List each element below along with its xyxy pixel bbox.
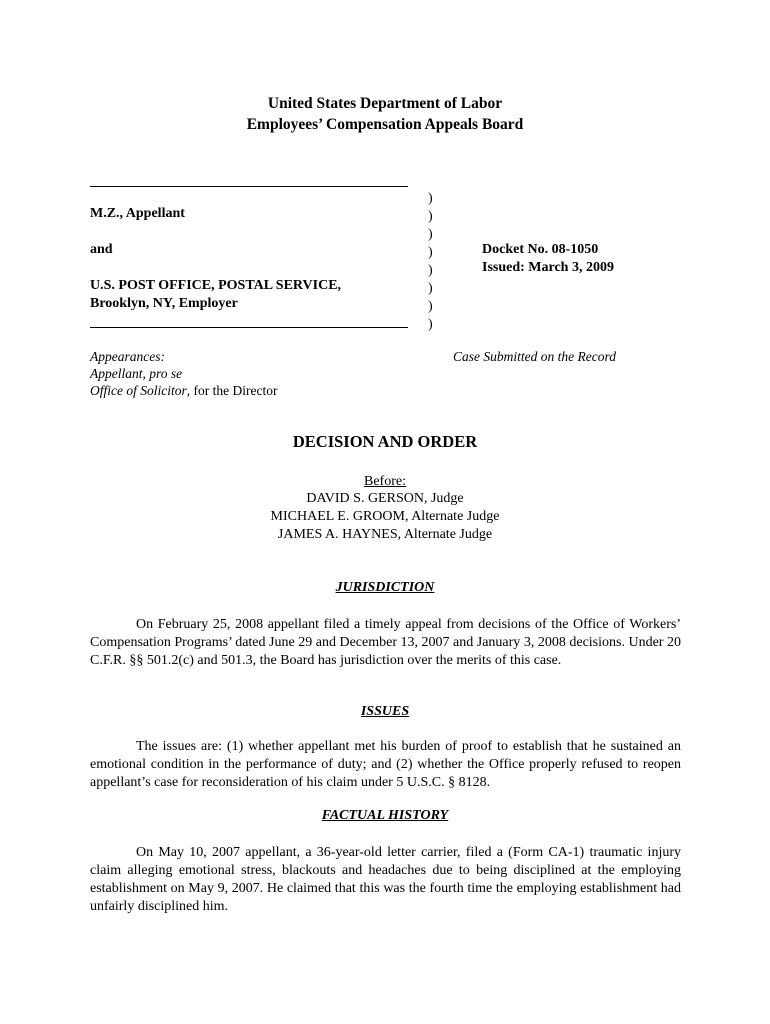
factual-history-paragraph (90, 844, 681, 916)
employer-line-1: U.S. POST OFFICE, POSTAL SERVICE, (90, 278, 342, 293)
and-conjunction: and (90, 242, 113, 257)
decision-title: DECISION AND ORDER (292, 432, 478, 451)
factual-history-text: On May 10, 2007 appellant, a 36-year-old letter carrier, filed a (Form CA-1) traumatic injury claim alleging emotional stress, blackouts and headaches due to being disciplined at the employing establishment on May 9, 2007. He claimed that this was the fourth time the employing establishment had unfairly disciplined him. (90, 845, 681, 914)
board-title: Employees’ Compensation Appeals Board (246, 116, 524, 133)
paren: ) (428, 245, 433, 260)
paren: ) (428, 227, 433, 242)
jurisdiction-heading: JURISDICTION (335, 580, 435, 595)
appearances-label: Appearances: (90, 349, 165, 364)
jurisdiction-paragraph (90, 616, 681, 670)
solicitor-office: Office of Solicitor (90, 383, 187, 398)
paren: ) (428, 263, 433, 278)
caption-top-rule (90, 186, 408, 187)
caption-bottom-rule (90, 327, 408, 328)
paren: ) (428, 317, 433, 332)
docket-number: Docket No. 08-1050 (482, 242, 599, 257)
solicitor-line (90, 383, 277, 399)
solicitor-role: , for the Director (186, 383, 278, 398)
appellant-name: M.Z., Appellant (90, 206, 185, 221)
agency-title: United States Department of Labor (267, 95, 503, 112)
before-label: Before: (364, 474, 406, 489)
appellant-pro-se: Appellant, pro se (90, 366, 183, 381)
issues-text: The issues are: (1) whether appellant met his burden of proof to establish that he sustained an emotional condition in the performance of duty; and (2) whether the Office properly refused to reopen appellant’s case for reconsideration of his claim under 5 U.S.C. § 8128. (90, 739, 681, 790)
issued-date: Issued: March 3, 2009 (482, 260, 614, 275)
jurisdiction-text: On February 25, 2008 appellant filed a timely appeal from decisions of the Office of Workers’ Compensation Programs’ dated June 29 and December 13, 2007 and January 3, 2008 decisions. Under 20 C.F.R. §§ 501.2(c) and 501.3, the Board has jurisdiction over the merits of this case. (90, 617, 681, 668)
employer-line-2: Brooklyn, NY, Employer (90, 296, 238, 311)
caption-parentheses (428, 190, 433, 334)
issues-paragraph (90, 738, 681, 792)
paren: ) (428, 299, 433, 314)
judge-2: MICHAEL E. GROOM, Alternate Judge (270, 509, 500, 524)
factual-history-heading: FACTUAL HISTORY (321, 808, 449, 823)
judge-1: DAVID S. GERSON, Judge (306, 491, 464, 506)
paren: ) (428, 191, 433, 206)
issues-heading: ISSUES (360, 704, 410, 719)
paren: ) (428, 281, 433, 296)
judge-3: JAMES A. HAYNES, Alternate Judge (277, 527, 493, 542)
paren: ) (428, 209, 433, 224)
case-submitted: Case Submitted on the Record (453, 349, 616, 364)
